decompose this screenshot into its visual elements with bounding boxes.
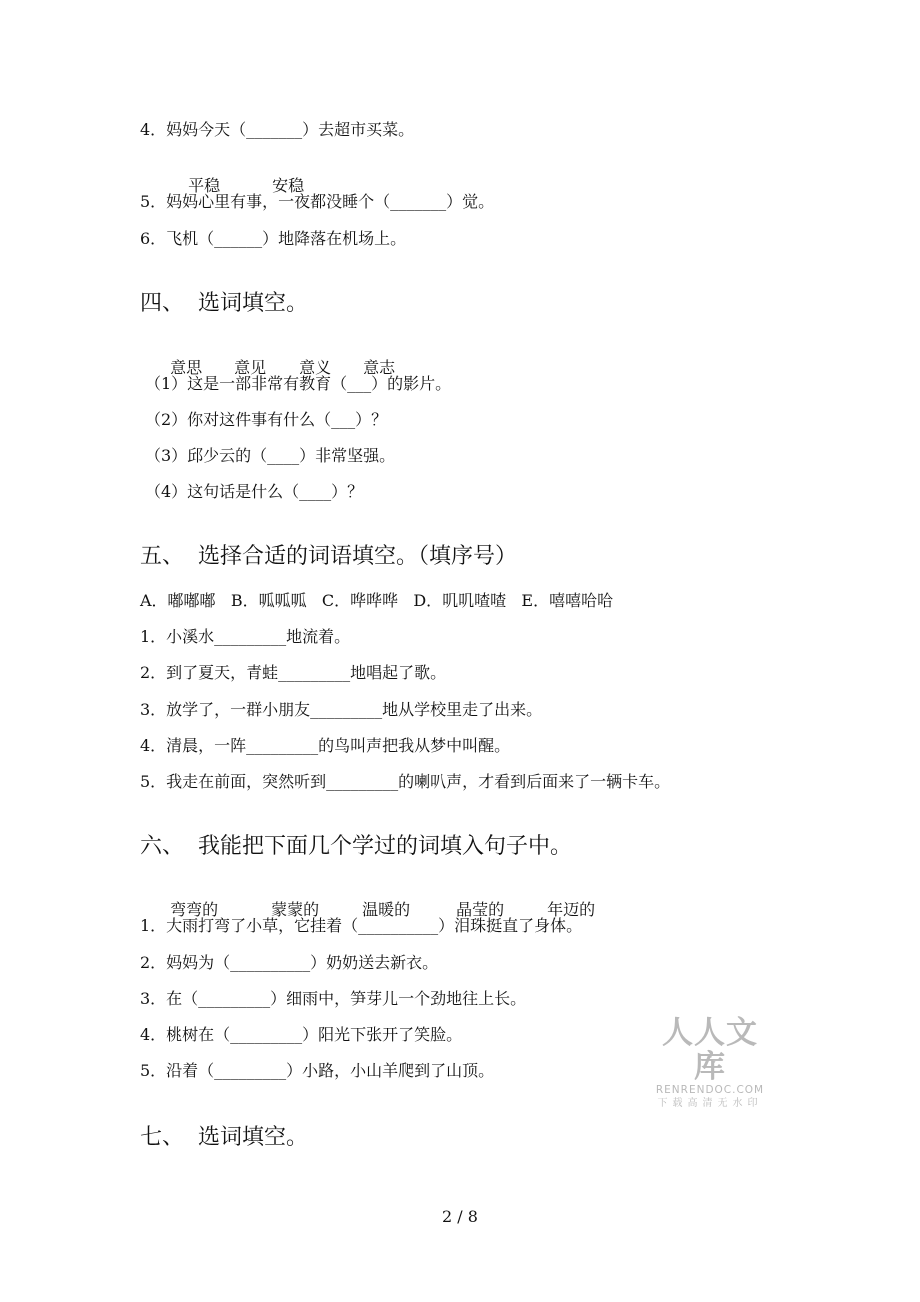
word-option: 平稳 bbox=[188, 176, 221, 195]
word-option: 温暖的 bbox=[362, 900, 411, 919]
word-options bbox=[178, 156, 304, 196]
question-item: （1）这是一部非常有教育（___）的影片。 bbox=[145, 374, 452, 393]
question-item: 2．到了夏天，青蛙_________地唱起了歌。 bbox=[140, 663, 447, 682]
page-number: 2 / 8 bbox=[442, 1207, 478, 1226]
word-option: 晶莹的 bbox=[456, 900, 505, 919]
word-option: 弯弯的 bbox=[170, 900, 219, 919]
word-option: 年迈的 bbox=[547, 900, 596, 919]
word-option: 意义 bbox=[299, 358, 332, 377]
question-item: 3．在（_________）细雨中，笋芽儿一个劲地往上长。 bbox=[140, 989, 527, 1008]
question-item: 4．桃树在（_________）阳光下张开了笑脸。 bbox=[140, 1025, 463, 1044]
word-option: 意见 bbox=[234, 358, 267, 377]
question-item: 4．清晨，一阵_________的鸟叫声把我从梦中叫醒。 bbox=[140, 736, 511, 755]
section-heading: 七、 选词填空。 bbox=[140, 1125, 308, 1150]
question-item: 1．小溪水_________地流着。 bbox=[140, 627, 351, 646]
section-heading: 四、 选词填空。 bbox=[140, 291, 308, 316]
choice-list: A．嘟嘟嘟 B．呱呱呱 C．哗哗哗 D．叽叽喳喳 E．嘻嘻哈哈 bbox=[140, 591, 614, 610]
watermark-domain: RENRENDOC.COM bbox=[655, 1084, 765, 1096]
word-options bbox=[160, 880, 595, 920]
question-item: 5．我走在前面，突然听到_________的喇叭声，才看到后面来了一辆卡车。 bbox=[140, 772, 671, 791]
word-option: 安稳 bbox=[272, 176, 305, 195]
question-item: 5．沿着（_________）小路，小山羊爬到了山顶。 bbox=[140, 1061, 495, 1080]
watermark-logo bbox=[648, 1016, 772, 1110]
question-item: 2．妈妈为（__________）奶奶送去新衣。 bbox=[140, 953, 439, 972]
question-item: （3）邱少云的（____）非常坚强。 bbox=[145, 446, 396, 465]
question-item: （4）这句话是什么（____）？ bbox=[145, 482, 364, 501]
section-heading: 五、 选择合适的词语填空。（填序号） bbox=[140, 544, 517, 569]
question-item: 3．放学了，一群小朋友_________地从学校里走了出来。 bbox=[140, 700, 543, 719]
question-item: 1．大雨打弯了小草，它挂着（__________）泪珠挺直了身体。 bbox=[140, 916, 583, 935]
question-item: 5．妈妈心里有事，一夜都没睡个（_______）觉。 bbox=[140, 192, 495, 211]
watermark-title: 人人文库 bbox=[662, 1015, 758, 1085]
word-option: 意志 bbox=[363, 358, 396, 377]
question-item: 4．妈妈今天（_______）去超市买菜。 bbox=[140, 120, 415, 139]
word-option: 蒙蒙的 bbox=[271, 900, 320, 919]
question-item: （2）你对这件事有什么（___）？ bbox=[145, 410, 388, 429]
section-heading: 六、 我能把下面几个学过的词填入句子中。 bbox=[140, 834, 572, 859]
question-item: 6．飞机（______）地降落在机场上。 bbox=[140, 229, 407, 248]
word-options bbox=[160, 338, 395, 378]
watermark-caption: 下载高清无水印 bbox=[657, 1098, 763, 1109]
word-option: 意思 bbox=[170, 358, 203, 377]
